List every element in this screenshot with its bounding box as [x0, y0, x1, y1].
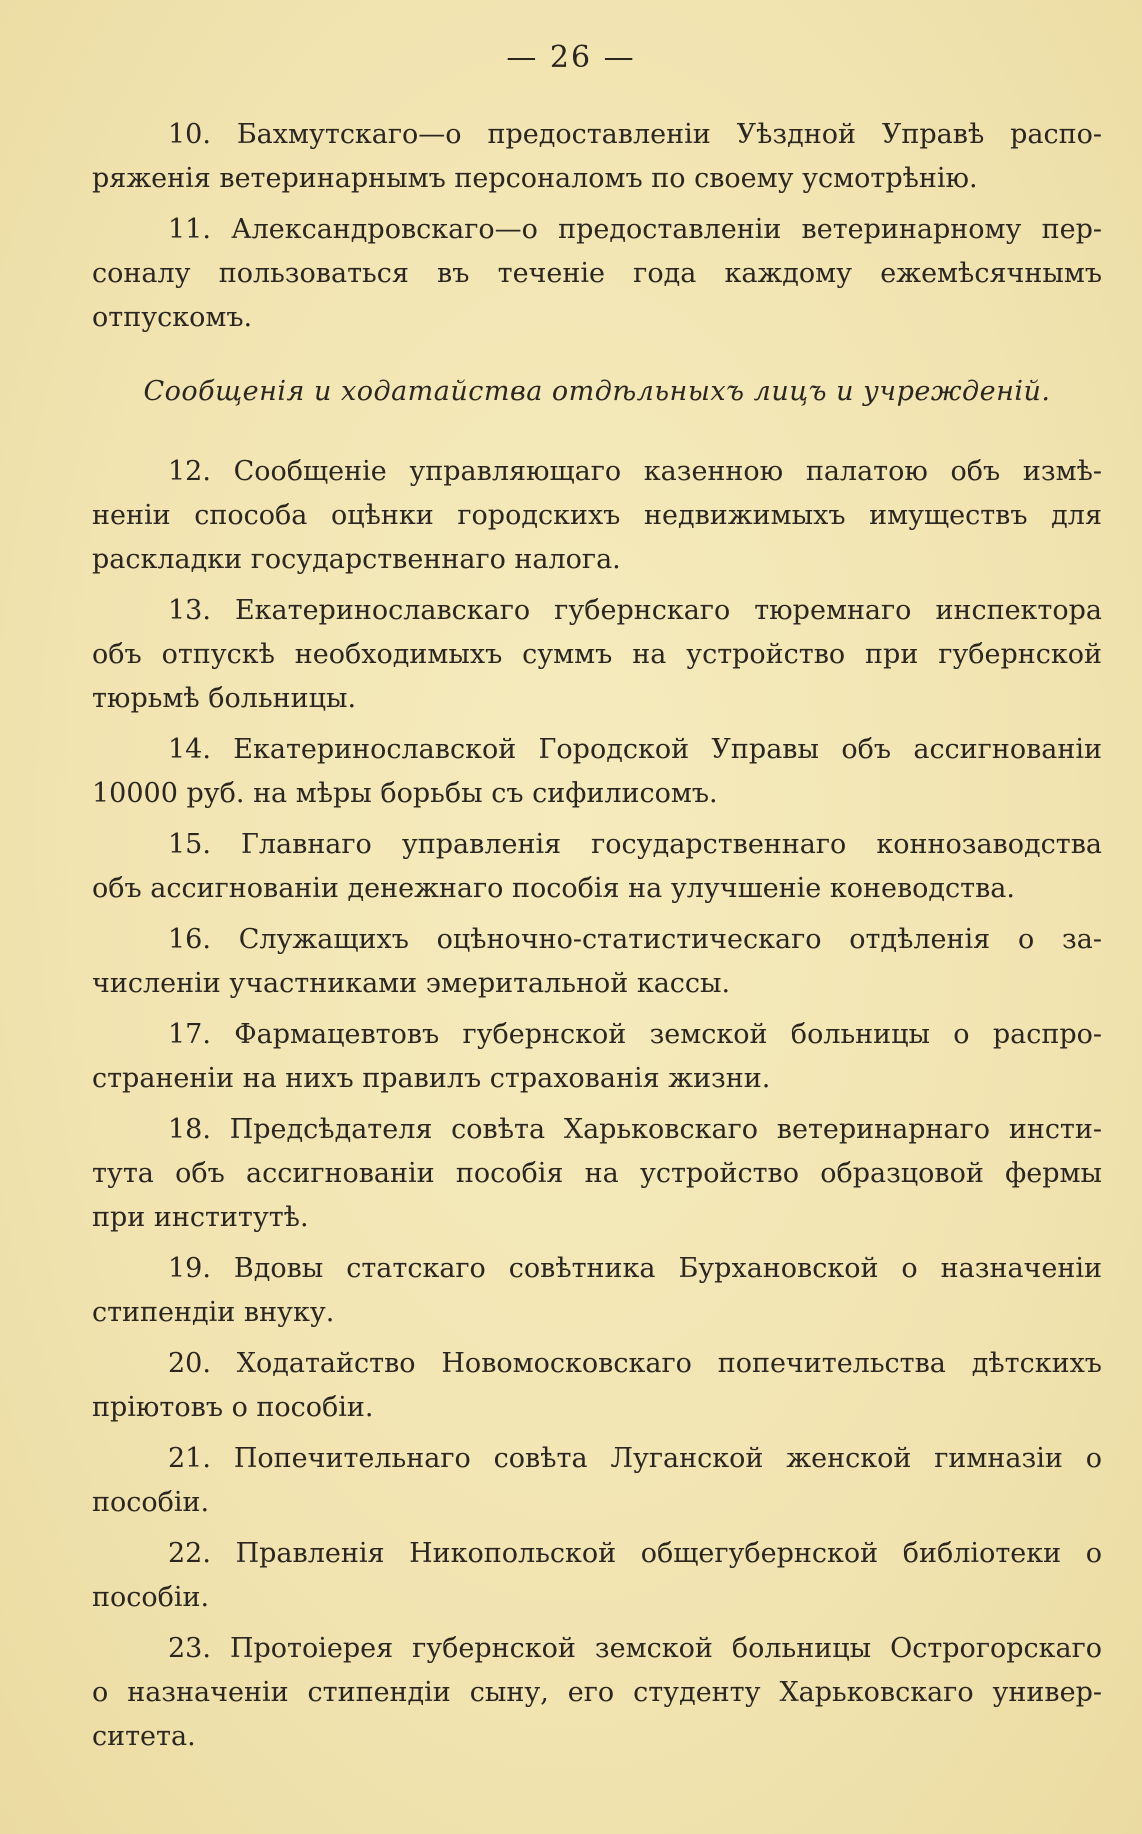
list-item	[92, 113, 1102, 201]
text-line: 14. Екатеринославской Городской Управы объ ассигнованіи	[168, 734, 1102, 765]
text-line: при институтѣ.	[92, 1202, 309, 1233]
text-line: стипендіи внуку.	[92, 1297, 335, 1328]
text-line: 16. Служащихъ оцѣночно-статистическаго отдѣленія о за-	[168, 924, 1102, 955]
list-item	[92, 823, 1102, 911]
list-item	[92, 918, 1102, 1006]
text-line: объ ассигнованіи денежнаго пособія на улучшеніе коневодства.	[92, 873, 1015, 904]
body-text	[92, 113, 1102, 1766]
list-item	[92, 1013, 1102, 1101]
text-line: раскладки государственнаго налога.	[92, 544, 621, 575]
text-line: 17. Фармацевтовъ губернской земской больницы о распро-	[168, 1019, 1102, 1050]
text-line: 22. Правленія Никопольской общегубернской библіотеки о	[168, 1538, 1102, 1569]
text-line: пособіи.	[92, 1487, 210, 1518]
text-line: 12. Сообщеніе управляющаго казенною палатою объ измѣ-	[168, 456, 1102, 487]
text-line: 13. Екатеринославскаго губернскаго тюремнаго инспектора	[168, 595, 1102, 626]
list-item	[92, 728, 1102, 816]
entries-after	[92, 450, 1102, 1759]
list-item	[92, 1108, 1102, 1240]
text-line: объ отпускѣ необходимыхъ суммъ на устройство при губернской	[92, 639, 1102, 670]
section-heading: Сообщенія и ходатайства отдѣльныхъ лицъ и учрежденій.	[143, 376, 1051, 407]
entries-before	[92, 113, 1102, 340]
text-line: ряженія ветеринарнымъ персоналомъ по своему усмотрѣнію.	[92, 163, 978, 194]
text-line: о назначеніи стипендіи сыну, его студенту Харьковскаго универ-	[92, 1677, 1102, 1708]
text-line: 19. Вдовы статскаго совѣтника Бурхановской о назначеніи	[168, 1253, 1102, 1284]
text-line: 11. Александровскаго—о предоставленіи ветеринарному пер-	[168, 214, 1102, 245]
text-line: соналу пользоваться въ теченіе года каждому ежемѣсячнымъ	[92, 258, 1102, 289]
text-line: неніи способа оцѣнки городскихъ недвижимыхъ имуществъ для	[92, 500, 1102, 531]
text-line: 10000 руб. на мѣры борьбы съ сифилисомъ.	[92, 778, 718, 809]
text-line: отпускомъ.	[92, 302, 253, 333]
text-line: 20. Ходатайство Новомосковскаго попечительства дѣтскихъ	[168, 1348, 1102, 1379]
text-line: 21. Попечительнаго совѣта Луганской женской гимназіи о	[168, 1443, 1102, 1474]
text-line: ситета.	[92, 1721, 196, 1752]
list-item	[92, 589, 1102, 721]
list-item	[92, 208, 1102, 340]
list-item	[92, 1437, 1102, 1525]
list-item	[92, 1627, 1102, 1759]
text-line: пріютовъ о пособіи.	[92, 1392, 374, 1423]
text-line: тута объ ассигнованіи пособія на устройство образцовой фермы	[92, 1158, 1102, 1189]
text-line: 15. Главнаго управленія государственнаго коннозаводства	[168, 829, 1102, 860]
list-item	[92, 1247, 1102, 1335]
text-line: 18. Предсѣдателя совѣта Харьковскаго ветеринарнаго инсти-	[168, 1114, 1102, 1145]
text-line: страненіи на нихъ правилъ страхованія жизни.	[92, 1063, 771, 1094]
text-line: тюрьмѣ больницы.	[92, 683, 357, 714]
text-line: пособіи.	[92, 1582, 210, 1613]
page-number: — 26 —	[506, 40, 636, 75]
list-item	[92, 450, 1102, 582]
text-line: численіи участниками эмеритальной кассы.	[92, 968, 731, 999]
text-line: 23. Протоіерея губернской земской больницы Острогорскаго	[168, 1633, 1102, 1664]
list-item	[92, 1342, 1102, 1430]
text-line: 10. Бахмутскаго—о предоставленіи Уѣздной Управѣ распо-	[168, 119, 1102, 150]
list-item	[92, 1532, 1102, 1620]
